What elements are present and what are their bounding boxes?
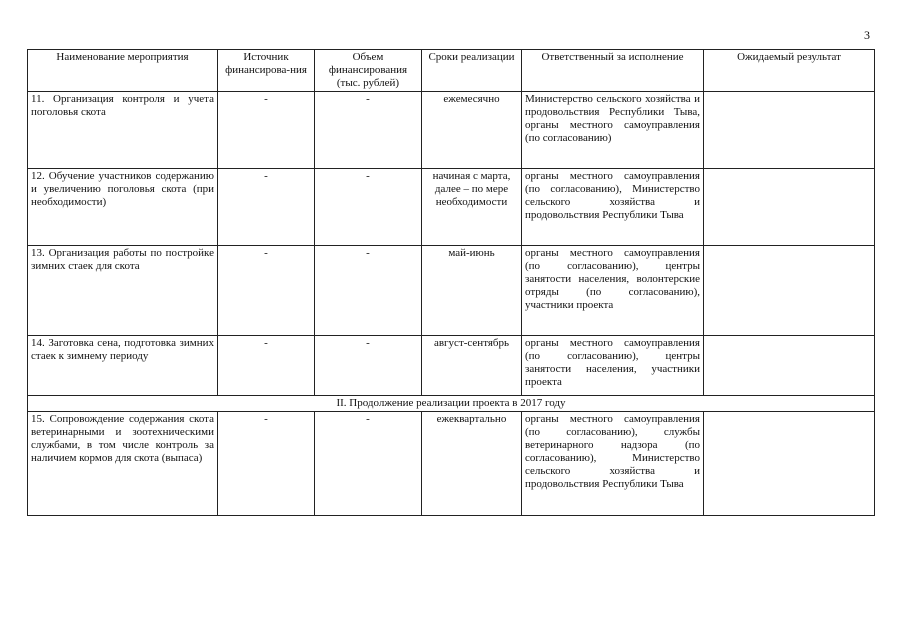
funding-volume: - xyxy=(315,412,422,516)
funding-volume: - xyxy=(315,92,422,169)
implementation-term: начиная с марта, далее – по мере необходимости xyxy=(422,169,522,246)
column-header-source: Источник финансирова-ния xyxy=(218,50,315,92)
measure-name: 13. Организация работы по постройке зимних стаек для скота xyxy=(28,246,218,336)
column-header-name: Наименование мероприятия xyxy=(28,50,218,92)
column-header-term: Сроки реализации xyxy=(422,50,522,92)
expected-result xyxy=(704,246,875,336)
funding-source: - xyxy=(218,246,315,336)
column-header-result: Ожидаемый результат xyxy=(704,50,875,92)
funding-source: - xyxy=(218,412,315,516)
implementation-term: ежеквартально xyxy=(422,412,522,516)
responsible-party: органы местного самоуправления (по согласованию), центры занятости населения, участники проекта xyxy=(522,336,704,396)
funding-source: - xyxy=(218,169,315,246)
measure-name: 14. Заготовка сена, подготовка зимних стаек к зимнему периоду xyxy=(28,336,218,396)
expected-result xyxy=(704,92,875,169)
funding-volume: - xyxy=(315,336,422,396)
table-row xyxy=(28,92,875,169)
responsible-party: Министерство сельского хозяйства и продовольствия Республики Тыва, органы местного самоуправления (по согласованию) xyxy=(522,92,704,169)
responsible-party: органы местного самоуправления (по согласованию), центры занятости населения, волонтерские отряды (по согласованию), участники проекта xyxy=(522,246,704,336)
measure-name: 11. Организация контроля и учета поголовья скота xyxy=(28,92,218,169)
implementation-term: май-июнь xyxy=(422,246,522,336)
table-row xyxy=(28,169,875,246)
table-row xyxy=(28,412,875,516)
table-row xyxy=(28,336,875,396)
responsible-party: органы местного самоуправления (по согласованию), службы ветеринарного надзора (по согласованию), Министерство сельского хозяйства и продовольствия Республики Тыва xyxy=(522,412,704,516)
expected-result xyxy=(704,169,875,246)
column-header-responsible: Ответственный за исполнение xyxy=(522,50,704,92)
measure-name: 12. Обучение участников содержанию и увеличению поголовья скота (при необходимости) xyxy=(28,169,218,246)
page-number: 3 xyxy=(864,28,870,42)
expected-result xyxy=(704,412,875,516)
column-header-volume: Объем финансирования (тыс. рублей) xyxy=(315,50,422,92)
measure-name: 15. Сопровождение содержания скота ветеринарными и зоотехническими службами, в том числе контроль за наличием кормов для скота (выпаса) xyxy=(28,412,218,516)
implementation-term: ежемесячно xyxy=(422,92,522,169)
section-title: II. Продолжение реализации проекта в 2017 году xyxy=(28,396,875,412)
funding-volume: - xyxy=(315,169,422,246)
table-row xyxy=(28,246,875,336)
table-header-row xyxy=(28,50,875,92)
funding-source: - xyxy=(218,92,315,169)
funding-volume: - xyxy=(315,246,422,336)
funding-source: - xyxy=(218,336,315,396)
implementation-term: август-сентябрь xyxy=(422,336,522,396)
expected-result xyxy=(704,336,875,396)
section-row xyxy=(28,396,875,412)
measures-table xyxy=(27,49,875,516)
responsible-party: органы местного самоуправления (по согласованию), Министерство сельского хозяйства и продовольствия Республики Тыва xyxy=(522,169,704,246)
